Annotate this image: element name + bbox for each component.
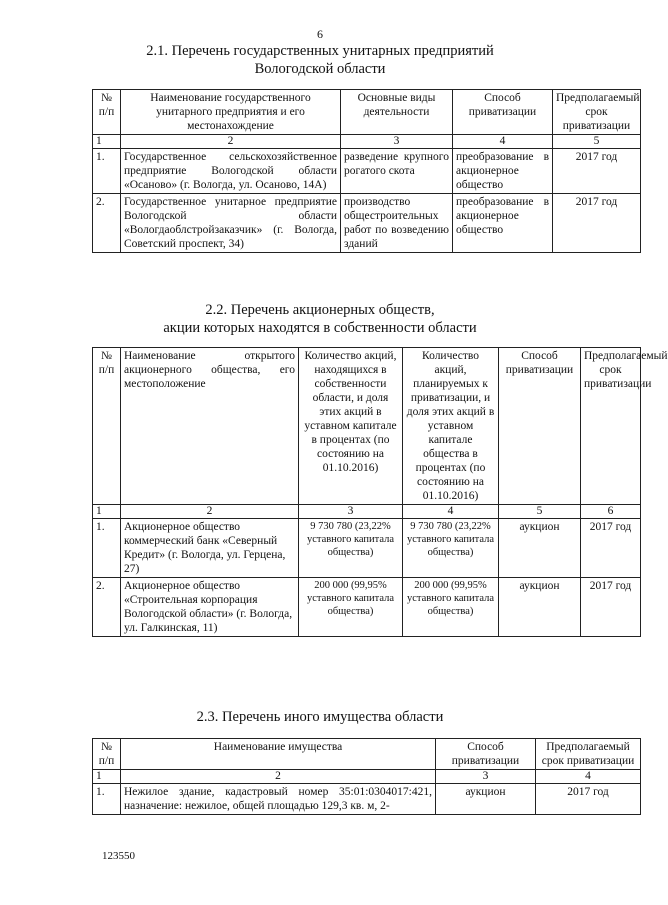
header-num: № п/п	[93, 739, 121, 770]
privatization-term: 2017 год	[553, 149, 641, 194]
col-number: 5	[553, 135, 641, 149]
header-shares-planned: Количество акций, планируемых к приватизации, и доля этих акций в уставном капитале общества в процентах (по состоянию на 01.10.2016)	[403, 348, 499, 505]
enterprise-activity: производство общестроительных работ по возведению зданий	[341, 194, 453, 253]
row-num: 2.	[93, 578, 121, 637]
enterprise-activity: разведение крупного рогатого скота	[341, 149, 453, 194]
table-header-row	[93, 739, 641, 770]
column-numbers-row	[93, 770, 641, 784]
col-number: 6	[581, 505, 641, 519]
header-name: Наименование имущества	[121, 739, 436, 770]
header-term: Предполагаемый срок приватизации	[553, 90, 641, 135]
col-number: 1	[93, 505, 121, 519]
row-num: 1.	[93, 784, 121, 815]
table-row	[93, 784, 641, 815]
section1-title-line1: 2.1. Перечень государственных унитарных предприятий	[146, 43, 494, 59]
col-number: 2	[121, 135, 341, 149]
col-number: 3	[436, 770, 536, 784]
joint-stock-companies-table	[92, 347, 668, 637]
col-number: 4	[453, 135, 553, 149]
privatization-method: аукцион	[499, 578, 581, 637]
privatization-term: 2017 год	[536, 784, 641, 815]
privatization-term: 2017 год	[581, 578, 641, 637]
privatization-term: 2017 год	[553, 194, 641, 253]
company-name: Акционерное общество коммерческий банк «Северный Кредит» (г. Вологда, ул. Герцена, 27)	[121, 519, 299, 578]
table-row	[93, 578, 641, 637]
col-number: 1	[93, 135, 121, 149]
state-enterprises-table	[92, 89, 641, 253]
company-name: Акционерное общество «Строительная корпорация Вологодской области» (г. Вологда, ул. Галкинская, 11)	[121, 578, 299, 637]
col-number: 2	[121, 770, 436, 784]
header-term: Предполагаемый срок приватизации	[536, 739, 641, 770]
col-number: 5	[499, 505, 581, 519]
enterprise-name: Государственное сельскохозяйственное предприятие Вологодской области «Осаново» (г. Вологда, ул. Осаново, 14А)	[121, 149, 341, 194]
column-numbers-row	[93, 505, 641, 519]
privatization-term: 2017 год	[581, 519, 641, 578]
table-header-row	[93, 90, 641, 135]
table-row	[93, 519, 641, 578]
shares-planned: 200 000 (99,95% уставного капитала общества)	[403, 578, 499, 637]
header-num: № п/п	[93, 348, 121, 505]
privatization-method: преобразование в акционерное общество	[453, 194, 553, 253]
header-shares-owned: Количество акций, находящихся в собственности области, и доля этих акций в уставном капитале в процентах (по состоянию на 01.10.2016)	[299, 348, 403, 505]
header-term: Предполагаемый срок приватизации	[581, 348, 641, 505]
header-activity: Основные виды деятельности	[341, 90, 453, 135]
section2-title-line1: 2.2. Перечень акционерных обществ,	[205, 302, 435, 318]
col-number: 3	[341, 135, 453, 149]
col-number: 4	[403, 505, 499, 519]
column-numbers-row	[93, 135, 641, 149]
table-row	[93, 194, 641, 253]
header-method: Способ приватизации	[436, 739, 536, 770]
table-row	[93, 149, 641, 194]
col-number: 2	[121, 505, 299, 519]
privatization-method: аукцион	[499, 519, 581, 578]
col-number: 1	[93, 770, 121, 784]
other-property-table	[92, 738, 641, 815]
header-num: № п/п	[93, 90, 121, 135]
privatization-method: аукцион	[436, 784, 536, 815]
shares-planned: 9 730 780 (23,22% уставного капитала общества)	[403, 519, 499, 578]
section1-title-line2: Вологодской области	[254, 61, 386, 77]
shares-owned: 200 000 (99,95% уставного капитала общества)	[299, 578, 403, 637]
header-name: Наименование открытого акционерного общества, его местоположение	[121, 348, 299, 505]
col-number: 4	[536, 770, 641, 784]
page-number: 6	[317, 27, 323, 41]
header-name: Наименование государственного унитарного предприятия и его местонахождение	[121, 90, 341, 135]
col-number: 3	[299, 505, 403, 519]
table-header-row	[93, 348, 641, 505]
enterprise-name: Государственное унитарное предприятие Вологодской области «Вологдаоблстройзаказчик» (г. Вологда, Советский проспект, 34)	[121, 194, 341, 253]
section2-title-line2: акции которых находятся в собственности области	[163, 320, 477, 336]
shares-owned: 9 730 780 (23,22% уставного капитала общества)	[299, 519, 403, 578]
row-num: 1.	[93, 519, 121, 578]
row-num: 1.	[93, 149, 121, 194]
property-name: Нежилое здание, кадастровый номер 35:01:0304017:421, назначение: нежилое, общей площадью 129,3 кв. м, 2-	[121, 784, 436, 815]
row-num: 2.	[93, 194, 121, 253]
section3-title: 2.3. Перечень иного имущества области	[196, 709, 444, 725]
header-method: Способ приватизации	[499, 348, 581, 505]
document-code: 123550	[102, 850, 135, 862]
privatization-method: преобразование в акционерное общество	[453, 149, 553, 194]
header-method: Способ приватизации	[453, 90, 553, 135]
